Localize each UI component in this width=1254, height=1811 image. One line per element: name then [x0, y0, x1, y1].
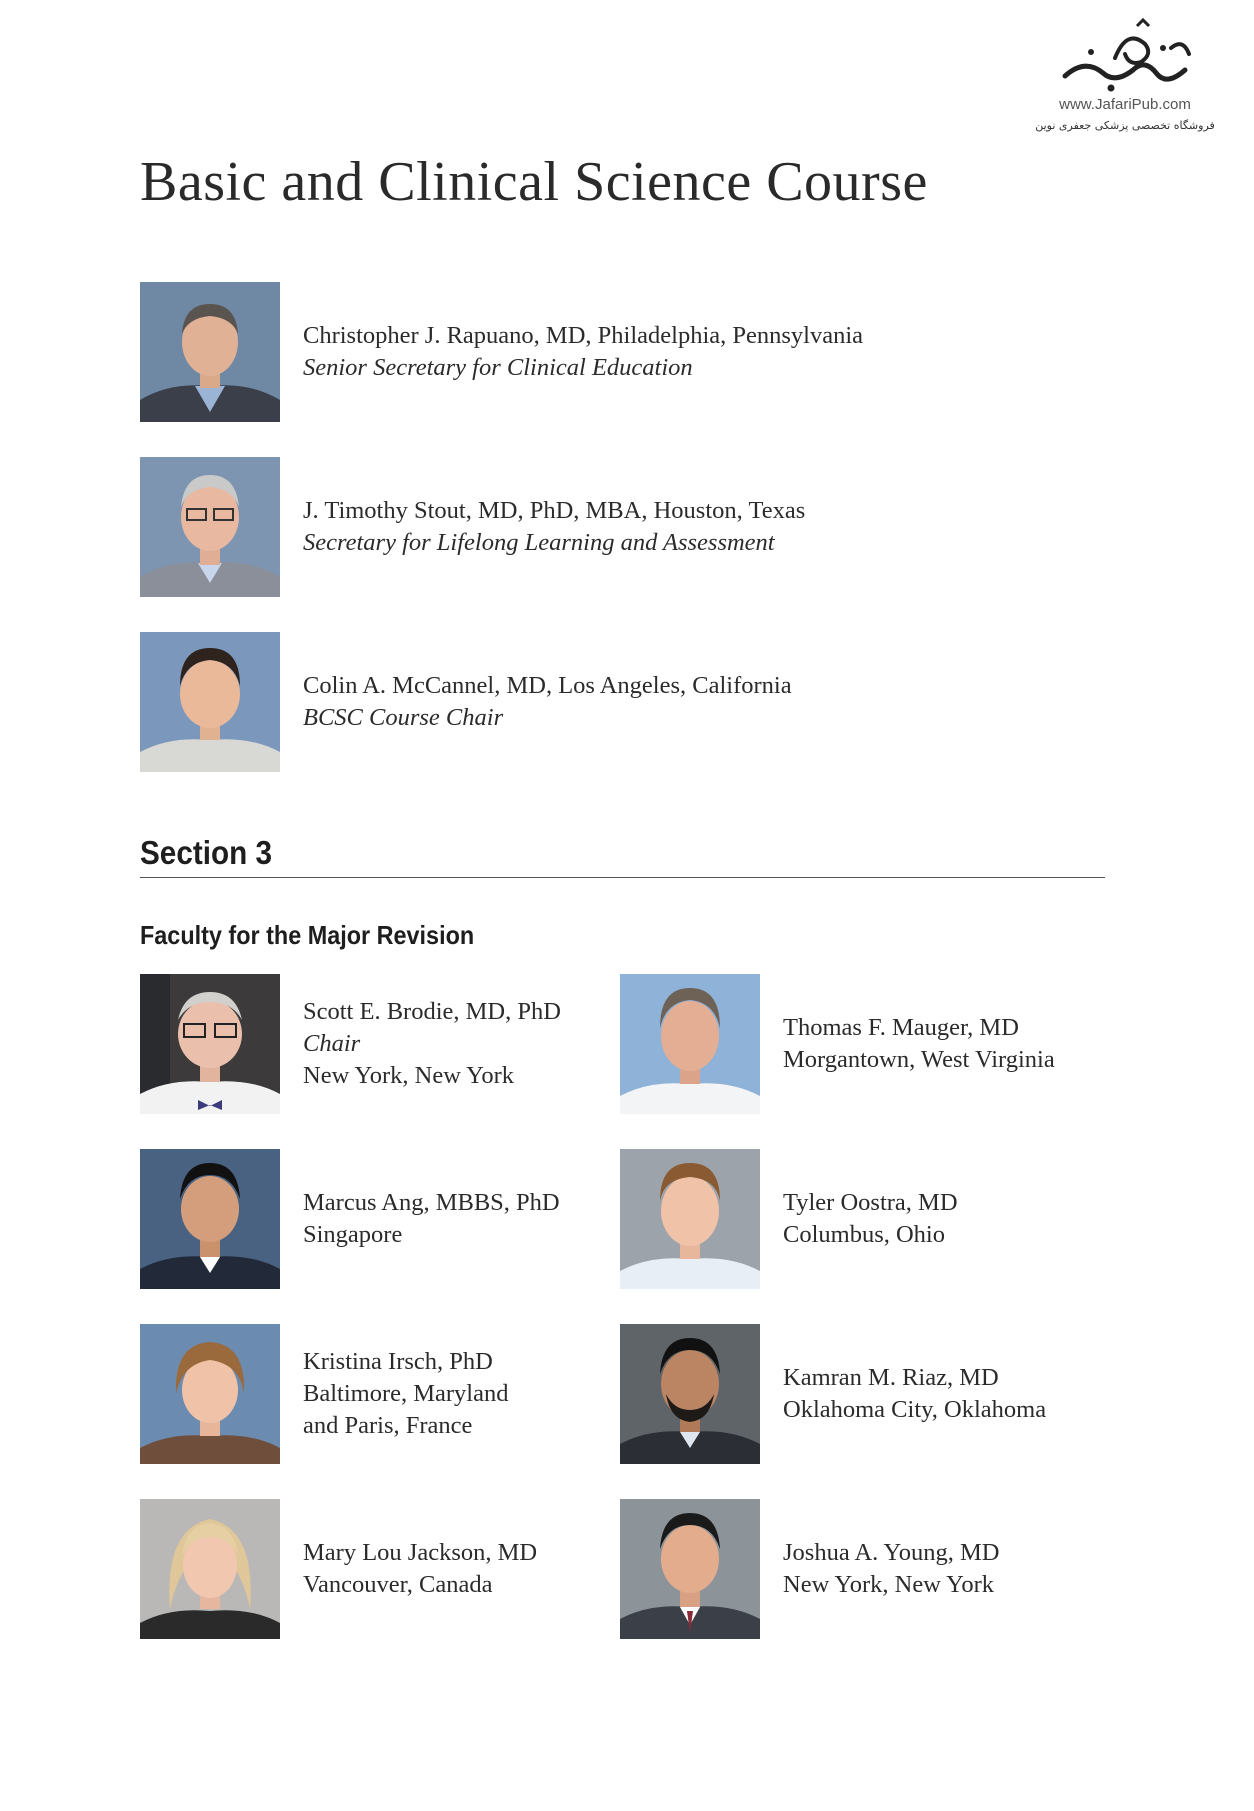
page-title: Basic and Clinical Science Course: [140, 151, 928, 213]
logo-calligraphy-icon: [1055, 18, 1195, 96]
leader-role: Secretary for Lifelong Learning and Assessment: [303, 529, 775, 556]
leader-entry: [140, 632, 1040, 772]
faculty-entry: [140, 1499, 600, 1639]
faculty-location: Oklahoma City, Oklahoma: [783, 1396, 1047, 1423]
faculty-entry: [140, 1324, 600, 1464]
portrait-photo: [140, 457, 280, 597]
portrait-photo: [620, 1499, 760, 1639]
faculty-entry: [140, 1149, 600, 1289]
faculty-name: Kamran M. Riaz, MD: [783, 1364, 999, 1391]
portrait-photo: [140, 632, 280, 772]
faculty-name: Joshua A. Young, MD: [783, 1539, 1000, 1566]
faculty-name: Thomas F. Mauger, MD: [783, 1014, 1019, 1041]
portrait-photo: [140, 1499, 280, 1639]
leader-entry: [140, 457, 1040, 597]
leader-entry: [140, 282, 1040, 422]
faculty-location: Baltimore, Maryland: [303, 1380, 509, 1407]
section-title: Section 3: [140, 834, 273, 871]
faculty-name: Scott E. Brodie, MD, PhD: [303, 998, 561, 1025]
leader-name: Colin A. McCannel, MD, Los Angeles, California: [303, 672, 792, 699]
logo-tagline: فروشگاه تخصصی پزشکی جعفری نوین: [1035, 119, 1215, 132]
faculty-name: Marcus Ang, MBBS, PhD: [303, 1189, 560, 1216]
faculty-location: and Paris, France: [303, 1412, 473, 1439]
faculty-entry: [620, 1149, 1080, 1289]
section-divider: [140, 877, 1105, 878]
faculty-entry: [620, 1499, 1080, 1639]
faculty-name: Tyler Oostra, MD: [783, 1189, 958, 1216]
faculty-location: Singapore: [303, 1221, 403, 1248]
portrait-photo: [620, 1324, 760, 1464]
faculty-name: Kristina Irsch, PhD: [303, 1348, 493, 1375]
leader-role: BCSC Course Chair: [303, 704, 504, 731]
portrait-photo: [620, 974, 760, 1114]
faculty-location: New York, New York: [783, 1571, 995, 1598]
faculty-location: Morgantown, West Virginia: [783, 1046, 1055, 1073]
faculty-name: Mary Lou Jackson, MD: [303, 1539, 538, 1566]
publisher-logo: [1020, 18, 1230, 148]
portrait-photo: [620, 1149, 760, 1289]
faculty-entry: [140, 974, 600, 1114]
portrait-photo: [140, 1149, 280, 1289]
portrait-photo: [140, 1324, 280, 1464]
leader-name: Christopher J. Rapuano, MD, Philadelphia, Pennsylvania: [303, 322, 864, 349]
logo-url: www.JafariPub.com: [1059, 96, 1191, 113]
faculty-entry: [620, 974, 1080, 1114]
faculty-location: Columbus, Ohio: [783, 1221, 945, 1248]
portrait-photo: [140, 282, 280, 422]
faculty-location: New York, New York: [303, 1062, 515, 1089]
leader-name: J. Timothy Stout, MD, PhD, MBA, Houston, Texas: [303, 497, 806, 524]
faculty-entry: [620, 1324, 1080, 1464]
portrait-photo: [140, 974, 280, 1114]
subsection-title: Faculty for the Major Revision: [140, 920, 475, 950]
faculty-role: Chair: [303, 1030, 361, 1057]
leader-role: Senior Secretary for Clinical Education: [303, 354, 693, 381]
faculty-location: Vancouver, Canada: [303, 1571, 493, 1598]
